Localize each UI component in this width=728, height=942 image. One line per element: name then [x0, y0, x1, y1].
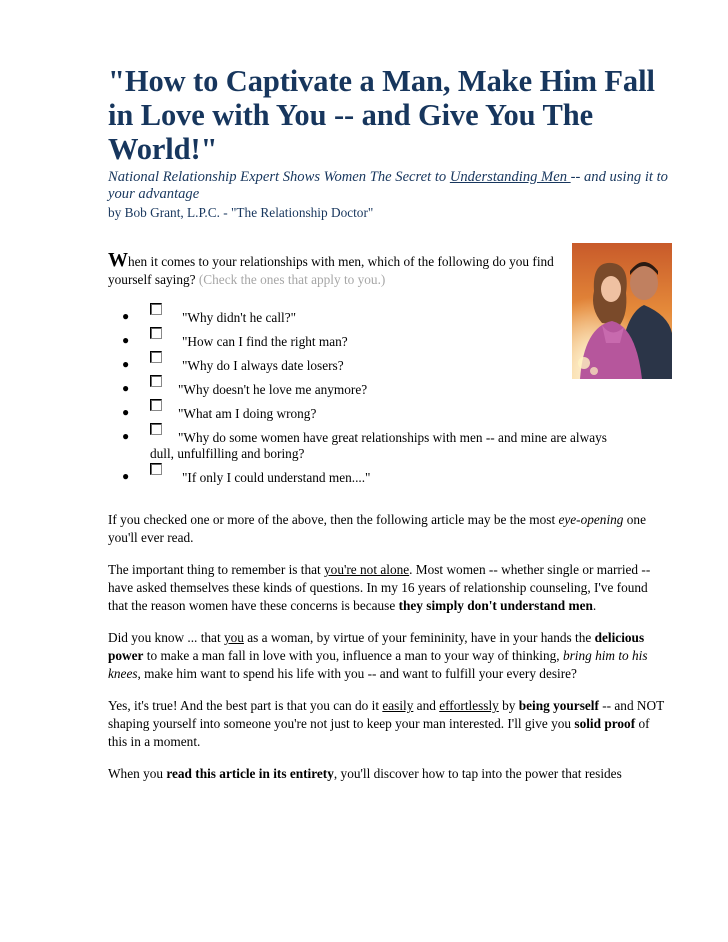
bullet-icon: ● — [122, 405, 130, 419]
list-item-text-continued: dull, unfulfilling and boring? — [150, 446, 305, 461]
list-item — [108, 379, 668, 403]
bullet-icon: ● — [122, 309, 130, 323]
text: of this in a moment. — [108, 716, 650, 749]
text: If you checked one or more of the above, then the following article may be the most — [108, 512, 559, 527]
bullet-icon: ● — [122, 429, 130, 443]
list-item — [108, 467, 668, 491]
checkbox[interactable] — [150, 423, 162, 435]
byline: by Bob Grant, L.P.C. - "The Relationship Doctor" — [108, 205, 374, 220]
subtitle — [108, 169, 668, 203]
text: Yes, it's true! And the best part is that you can do it — [108, 698, 383, 713]
bold-text: delicious power — [108, 630, 645, 663]
paragraph-2 — [108, 561, 668, 615]
understanding-men-link[interactable]: Understanding Men — [449, 169, 571, 185]
text: The important thing to remember is that — [108, 562, 325, 577]
intro-hint: (Check the ones that apply to you.) — [198, 272, 386, 287]
list-item-text: "If only I could understand men...." — [182, 470, 371, 485]
subtitle-text-start: National Relationship Expert Shows Women The Secret to — [108, 169, 450, 185]
emphasis-text: eye-opening — [558, 512, 624, 527]
bullet-icon: ● — [122, 469, 130, 483]
intro-paragraph — [108, 251, 568, 289]
list-item — [108, 427, 668, 467]
list-item — [108, 331, 668, 355]
text: by — [498, 698, 519, 713]
text: When you — [108, 766, 167, 781]
spacer — [108, 491, 668, 511]
list-item-text: "How can I find the right man? — [182, 334, 348, 349]
emphasis-text: bring him to his knees — [108, 648, 648, 681]
subtitle-text-end: -- and using it to your advantage — [108, 169, 668, 202]
list-item-text: "Why do I always date losers? — [182, 358, 344, 373]
spacer — [108, 615, 668, 629]
text: -- and NOT shaping yourself into someone you're not just to keep your man interested. I'll give you — [108, 698, 665, 731]
text: to make a man fall in love with you, influence a man to your way of thinking, — [143, 648, 563, 663]
text: as a woman, by virtue of your femininity, have in your hands the — [243, 630, 595, 645]
list-item-text: "Why doesn't he love me anymore? — [178, 382, 368, 397]
checkbox[interactable] — [150, 303, 162, 315]
list-item — [108, 403, 668, 427]
list-item — [108, 355, 668, 379]
underlined-text: effortlessly — [439, 698, 499, 713]
text: one you'll ever read. — [108, 512, 646, 545]
checkbox[interactable] — [150, 399, 162, 411]
drop-cap: W — [108, 249, 128, 271]
document-page — [108, 64, 668, 783]
intro-section — [108, 251, 668, 491]
text: . — [592, 598, 597, 613]
underlined-text: you're not alone — [324, 562, 410, 577]
paragraph-3 — [108, 629, 668, 683]
bullet-icon: ● — [122, 357, 130, 371]
text: . Most women -- whether single or married -- have asked themselves these kinds of questions. In my 16 years of relationship counseling, I've found that the reason women have these concerns is because — [108, 562, 651, 613]
paragraph-5 — [108, 765, 668, 783]
bold-text: they simply don't understand men — [398, 598, 593, 613]
list-item-text: "Why do some women have great relationships with men -- and mine are always — [178, 430, 607, 445]
list-item-text: "Why didn't he call?" — [182, 310, 297, 325]
underlined-text: you — [223, 630, 244, 645]
text: Did you know ... that — [108, 630, 224, 645]
paragraph-1 — [108, 511, 668, 547]
bullet-icon: ● — [122, 381, 130, 395]
bold-text: read this article in its entirety — [166, 766, 334, 781]
checkbox[interactable] — [150, 463, 162, 475]
underlined-text: easily — [382, 698, 414, 713]
page-title: "How to Captivate a Man, Make Him Fall in Love with You -- and Give You The World!" — [108, 64, 655, 166]
bullet-icon: ● — [122, 333, 130, 347]
checklist — [108, 307, 668, 491]
intro-text: hen it comes to your relationships with men, which of the following do you find yourself saying? — [108, 254, 554, 287]
paragraph-4 — [108, 697, 668, 751]
spacer — [108, 751, 668, 765]
bold-text: solid proof — [574, 716, 636, 731]
checkbox[interactable] — [150, 327, 162, 339]
text: and — [413, 698, 440, 713]
checkbox[interactable] — [150, 351, 162, 363]
list-item-text: "What am I doing wrong? — [178, 406, 317, 421]
checkbox[interactable] — [150, 375, 162, 387]
spacer — [108, 547, 668, 561]
list-item — [108, 307, 668, 331]
text: , make him want to spend his life with you -- and want to fulfill your every desire? — [137, 666, 577, 681]
spacer — [108, 683, 668, 697]
text: , you'll discover how to tap into the power that resides — [333, 766, 622, 781]
bold-text: being yourself — [518, 698, 599, 713]
